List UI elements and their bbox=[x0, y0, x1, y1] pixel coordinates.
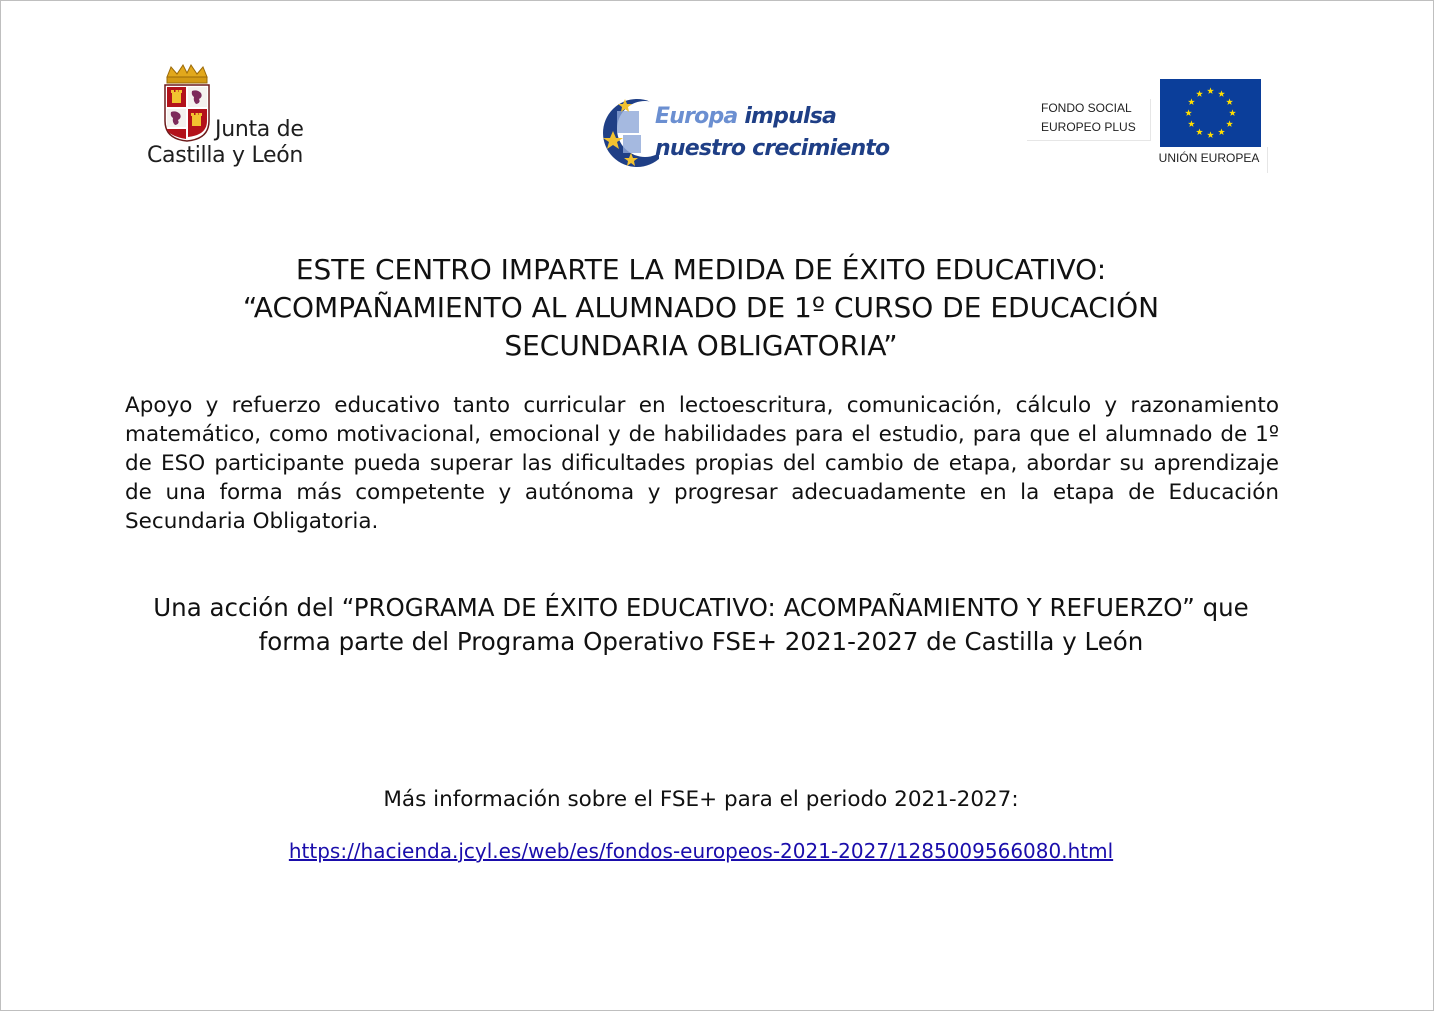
fse-label-line2: EUROPEO PLUS bbox=[1041, 120, 1136, 134]
europa-wordmark bbox=[655, 101, 889, 165]
impulsa-word: impulsa bbox=[744, 104, 837, 129]
eu-caption: UNIÓN EUROPEA bbox=[1151, 147, 1268, 173]
program-paragraph: Una acción del “PROGRAMA DE ÉXITO EDUCATIVO: ACOMPAÑAMIENTO Y REFUERZO” que forma parte del Programa Operativo FSE+ 2021-2027 de Castilla y León bbox=[153, 593, 1249, 656]
description-paragraph: Apoyo y refuerzo educativo tanto curricular en lectoescritura, comunicación, cálculo y razonamiento matemático, como motivacional, emocional y de habilidades para el estudio, para que el alumnado de 1º de ESO participante pueda superar las dificultades propias del cambio de etapa, abordar su aprendizaje de una forma más competente y autónoma y progresar adecuadamente en la etapa de Educación Secundaria Obligatoria. bbox=[125, 393, 1279, 534]
fse-info-link[interactable]: https://hacienda.jcyl.es/web/es/fondos-europeos-2021-2027/1285009566080.html bbox=[288, 839, 1114, 863]
eu-flag-icon bbox=[1160, 79, 1261, 147]
fse-label-line1: FONDO SOCIAL bbox=[1041, 101, 1132, 115]
jcyl-line1: Junta de bbox=[215, 117, 304, 142]
jcyl-wordmark bbox=[147, 117, 304, 169]
title-line1: ESTE CENTRO IMPARTE LA MEDIDA DE ÉXITO EDUCATIVO: bbox=[295, 253, 1107, 286]
fse-label bbox=[1027, 99, 1151, 141]
more-info-text: Más información sobre el FSE+ para el periodo 2021-2027: bbox=[383, 787, 1019, 812]
europa-line2: nuestro crecimiento bbox=[655, 136, 890, 161]
europa-globe-emblem-icon bbox=[603, 91, 659, 175]
jcyl-logo bbox=[147, 63, 347, 175]
europa-impulsa-logo bbox=[603, 91, 890, 175]
title-line3: SECUNDARIA OBLIGATORIA” bbox=[504, 329, 898, 362]
link-container bbox=[121, 837, 1281, 865]
jcyl-line2: Castilla y León bbox=[147, 143, 304, 168]
page-title bbox=[121, 251, 1281, 365]
title-line2: “ACOMPAÑAMIENTO AL ALUMNADO DE 1º CURSO DE EDUCACIÓN bbox=[242, 291, 1160, 324]
fse-plus-logo bbox=[1027, 77, 1267, 173]
europa-word: Europa bbox=[655, 104, 738, 129]
